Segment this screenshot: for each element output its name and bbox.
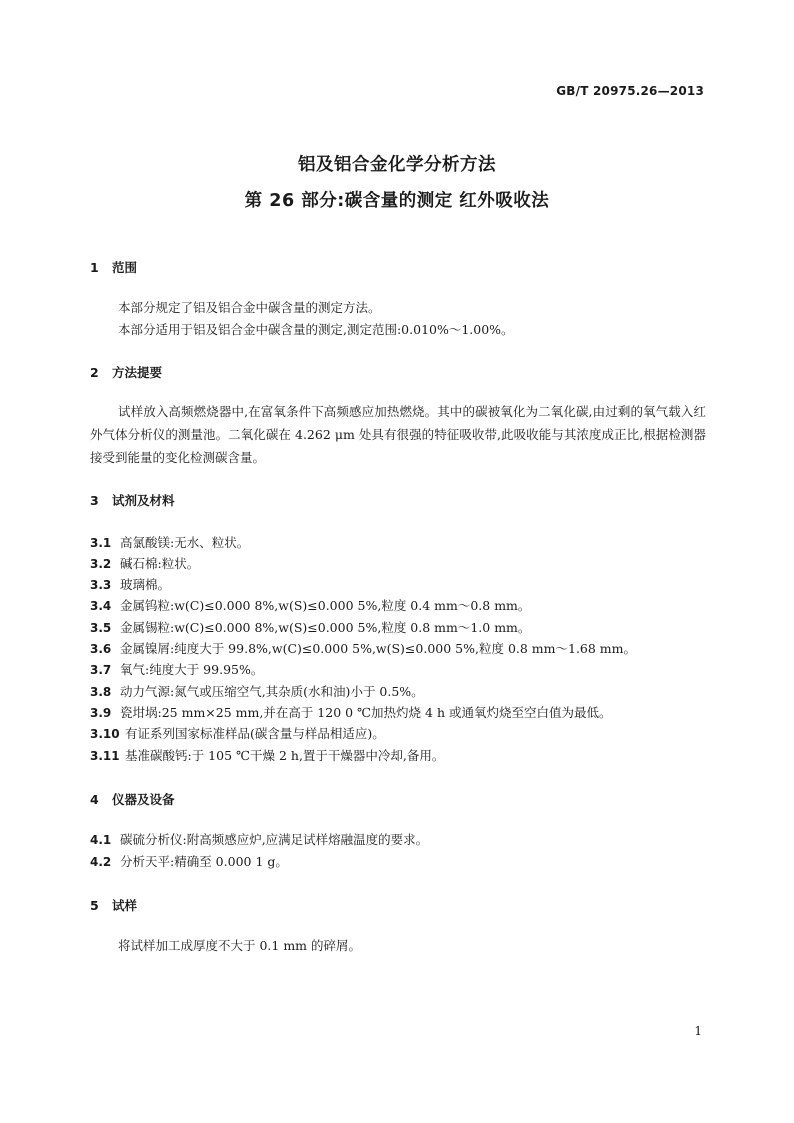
item-number: 3.7 <box>90 663 112 677</box>
item-text: 金属锡粒:w(C)≤0.000 8%,w(S)≤0.000 5%,粒度 0.8 mm～1.0 mm。 <box>120 620 531 635</box>
section-5-line: 将试样加工成厚度不大于 0.1 mm 的碎屑。 <box>118 938 362 953</box>
section-number: 3 <box>90 493 99 508</box>
list-item-3-2 <box>90 554 710 572</box>
list-item-3-8 <box>90 682 710 700</box>
item-number: 3.9 <box>90 706 112 720</box>
section-3-heading <box>90 491 175 509</box>
section-number: 1 <box>90 260 99 275</box>
item-number: 3.1 <box>90 536 112 550</box>
section-1-heading <box>90 258 137 276</box>
list-item-4-2 <box>90 852 710 870</box>
document-title: 铝及铝合金化学分析方法 <box>298 155 496 175</box>
list-item-3-5 <box>90 618 710 636</box>
list-item-4-1 <box>90 830 710 848</box>
section-title: 范围 <box>112 260 138 275</box>
item-text: 瓷坩埚:25 mm×25 mm,并在高于 120 0 ℃加热灼烧 4 h 或通氧灼烧至空白值为最低。 <box>120 705 612 720</box>
section-5-heading <box>90 896 137 914</box>
item-number: 4.2 <box>90 855 112 869</box>
section-number: 5 <box>90 898 99 913</box>
list-item-3-7 <box>90 660 710 678</box>
section-number: 2 <box>90 365 99 380</box>
item-number: 3.11 <box>90 749 120 763</box>
item-number: 3.2 <box>90 557 112 571</box>
section-title: 仪器及设备 <box>112 792 175 807</box>
item-text: 动力气源:氮气或压缩空气,其杂质(水和油)小于 0.5%。 <box>120 684 424 699</box>
list-item-3-1 <box>90 533 710 551</box>
section-number: 4 <box>90 792 99 807</box>
standard-number: GB/T 20975.26—2013 <box>556 84 704 98</box>
item-number: 4.1 <box>90 833 112 847</box>
section-4-heading <box>90 790 175 808</box>
section-1-line-1: 本部分规定了铝及铝合金中碳含量的测定方法。 <box>118 300 381 315</box>
list-item-3-4 <box>90 596 710 614</box>
item-text: 碳硫分析仪:附高频感应炉,应满足试样熔融温度的要求。 <box>120 832 429 847</box>
section-2-paragraph: 试样放入高频燃烧器中,在富氧条件下高频感应加热燃烧。其中的碳被氧化为二氧化碳,由过剩的氧气载入红外气体分析仪的测量池。二氧化碳在 4.262 μm 处具有很强的特征吸收带,此吸收能与其浓度成正比,根据检测器接受到能量的变化检测碳含量。 <box>90 404 706 465</box>
item-number: 3.3 <box>90 578 112 592</box>
list-item-3-6 <box>90 639 710 657</box>
item-text: 碱石棉:粒状。 <box>120 556 200 571</box>
item-number: 3.10 <box>90 727 120 741</box>
item-text: 基准碳酸钙:于 105 ℃干燥 2 h,置于干燥器中冷却,备用。 <box>125 748 445 763</box>
section-title: 试剂及材料 <box>112 493 175 508</box>
section-2-heading <box>90 363 162 381</box>
item-text: 金属镍屑:纯度大于 99.8%,w(C)≤0.000 5%,w(S)≤0.000 5%,粒度 0.8 mm～1.68 mm。 <box>120 641 637 656</box>
section-1-line-2: 本部分适用于铝及铝合金中碳含量的测定,测定范围:0.010%～1.00%。 <box>118 322 514 337</box>
document-subtitle: 第 26 部分:碳含量的测定 红外吸收法 <box>244 191 550 211</box>
page-number: 1 <box>694 1024 702 1038</box>
list-item-3-11 <box>90 746 710 764</box>
item-number: 3.5 <box>90 621 112 635</box>
item-number: 3.6 <box>90 642 112 656</box>
item-text: 高氯酸镁:无水、粒状。 <box>120 535 250 550</box>
item-text: 有证系列国家标准样品(碳含量与样品相适应)。 <box>125 726 385 741</box>
item-text: 玻璃棉。 <box>120 577 171 592</box>
section-title: 方法提要 <box>112 365 163 380</box>
item-number: 3.8 <box>90 685 112 699</box>
list-item-3-9 <box>90 703 710 721</box>
section-title: 试样 <box>112 898 138 913</box>
list-item-3-10 <box>90 724 710 742</box>
item-text: 分析天平:精确至 0.000 1 g。 <box>120 854 288 869</box>
item-text: 氧气:纯度大于 99.95%。 <box>120 662 264 677</box>
list-item-3-3 <box>90 575 710 593</box>
item-number: 3.4 <box>90 599 112 613</box>
item-text: 金属钨粒:w(C)≤0.000 8%,w(S)≤0.000 5%,粒度 0.4 mm～0.8 mm。 <box>120 598 531 613</box>
